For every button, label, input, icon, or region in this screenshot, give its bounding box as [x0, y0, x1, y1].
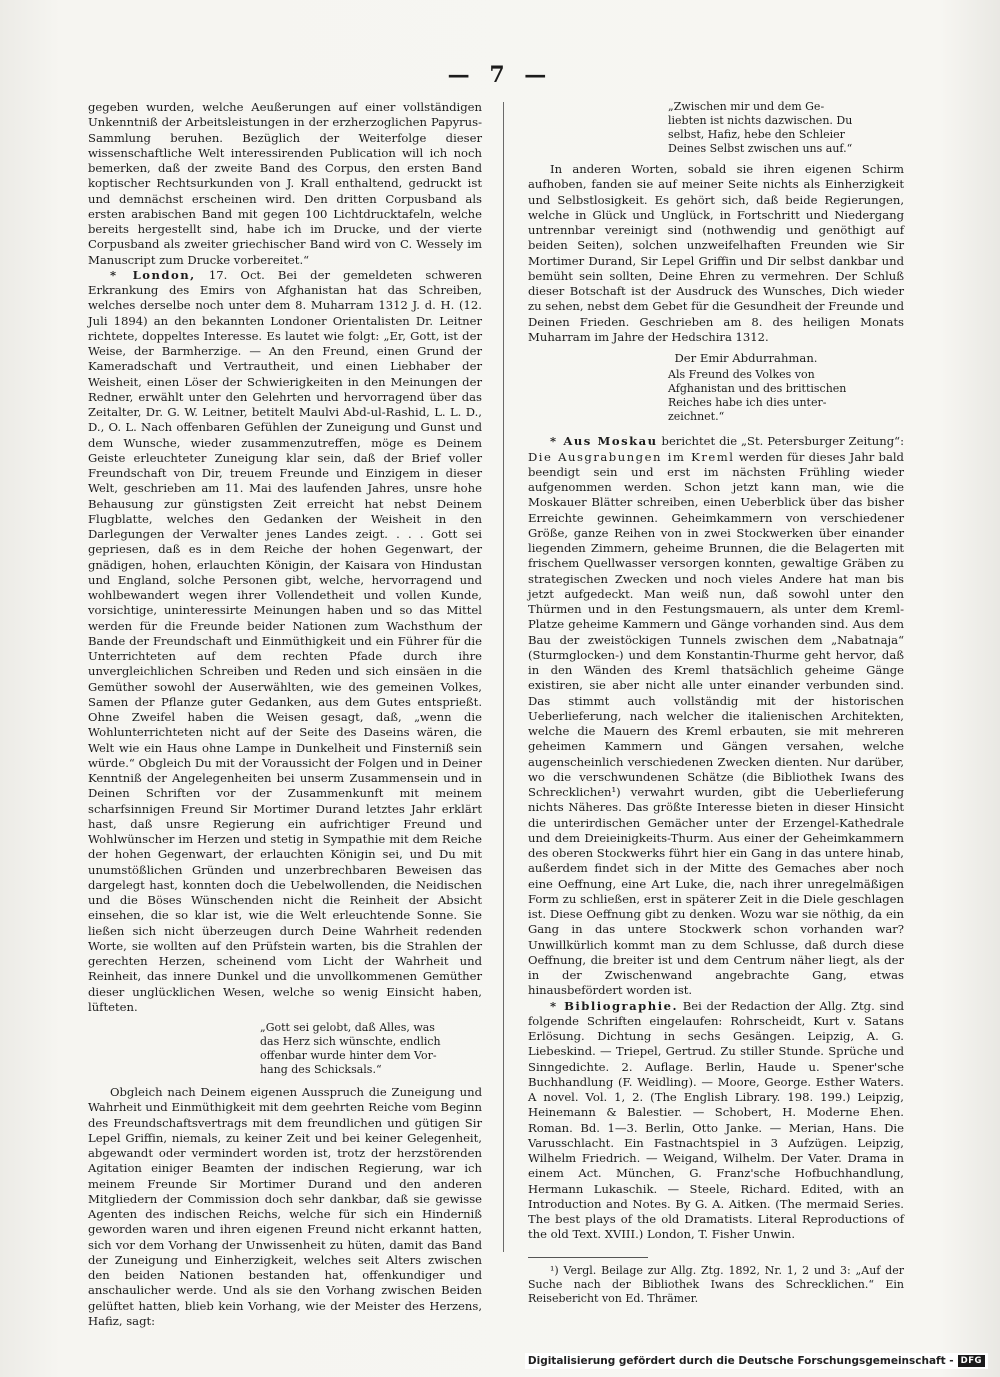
poem-line: selbst, Hafiz, hebe den Schleier: [668, 128, 845, 141]
london-article: [88, 268, 482, 1015]
footnote: ¹) Vergl. Beilage zur Allg. Ztg. 1892, Nr. 1, 2 und 3: „Auf der Suche nach der Bibliothek Iwans des Schrecklichen.“ Ein Reisebericht von Ed. Thrämer.: [528, 1263, 904, 1305]
moscow-heading: * Aus Moskau: [550, 434, 658, 449]
poem-line: hang des Schicksals.“: [260, 1063, 382, 1076]
signature-note: [528, 368, 904, 424]
signature-note-line: Afghanistan und des brittischen: [668, 382, 847, 396]
signature-note-line: zeichnet.“: [668, 410, 725, 424]
poem-line: „Zwischen mir und dem Ge-: [668, 100, 825, 113]
left-paragraph-1: gegeben wurden, welche Aeußerungen auf einer vollständigen Unkenntniß der Arbeitsleistungen in der erzherzoglichen Papyrus-Sammlung beruhen. Bezüglich der Weiterfolge dieser wissenschaftliche Welt interessirenden Publication will ich noch bemerken, daß der zweite Band des Corpus, den ersten Band koptischer Rechtsurkunden von J. Krall enthaltend, gedruckt ist und demnächst erscheinen wird. Den dritten Corpusband als ersten arabischen Band mit gegen 100 Lichtdrucktafeln, welche bereits hergestellt sind, habe ich im Drucke, und der vierte Corpusband als zweiter griechischer Band wird von C. Wessely im Manuscript zum Drucke vorbereitet.“: [88, 100, 482, 267]
poem-line: Deines Selbst zwischen uns auf.“: [668, 142, 853, 155]
bibliography-article: [528, 999, 904, 1243]
dfg-logo-icon: DFG: [958, 1355, 985, 1367]
moscow-subject: Die Ausgrabungen im Kreml: [528, 449, 735, 464]
signature-note-line: Reiches habe ich dies unter-: [668, 396, 827, 410]
london-text: 17. Oct. Bei der gemeldeten schweren Erkrankung des Emirs von Afghanistan hat das Schreiben, welches derselbe noch unter dem 8. Muharram 1312 J. d. H. (12. Juli 1894) an den bekannten Londoner Orientalisten Dr. Leitner richtete, doppeltes Interesse. Es lautet wie folgt: „Er, Gott, ist der Weise, der Barmherzige. — An den Freund, einen Grund der Kameradschaft und Vertrautheit, und einen Liebhaber der Weisheit, einen Löser der Schwierigkeiten in den Meinungen der Redner, erwählt unter den Gelehrten und hervorragend über das Zeitalter, Dr. G. W. Leitner, betitelt Maulvi Abd-ul-Rashid, L. L. D., D., O. L. Nach offenbaren Gefühlen der Zuneigung und Gunst und dem Wunsche, wieder zusammenzutreffen, möge es Deinem Geiste erleuchteter Zuneigung klar sein, daß der Brief voller Freundschaft von Dir, treuem Freunde und Einzigem in dieser Welt, geschrieben am 11. Mai des laufenden Jahres, unsre hohe Behausung zur günstigsten Zeit erreicht hat nebst Deinem Flugblatte, welches den Gedanken der Weisheit in den Darlegungen der Verwalter jenes Landes zeigt. . . . Gott sei gepriesen, daß es in dem Reiche der hohen Gegenwart, der gnädigen, hohen, erlauchten Königin, der Kaisara von Hindustan und England, solche Personen gibt, welche, hervorragend und wohlbewandert wegen ihrer Vollendetheit und vollen Kunde, vorsichtige, uninteressirte Meinungen haben und so das Mittel werden für die Freunde beider Nationen zum Wachsthum der Bande der Freundschaft und Einmüthigkeit und ein Führer für die Unterrichteten auf dem rechten Pfade durch ihre unvergleichlichen Schreiben und Reden und sich einsäen in die Gemüther sowohl der Auserwählten, wie des gemeinen Volkes, Samen der Pflanze guter Gedanken, aus dem Gutes entsprießt. Ohne Zweifel haben die Weisen gesagt, daß, „wenn die Wohlunterrichteten nicht auf der Seite des Daseins wären, die Welt wie ein Haus ohne Lampe in Dunkelheit und Finsterniß sein würde.“ Obgleich Du mit der Voraussicht der Folgen und in Deiner Kenntniß der Angelegenheiten bei unserm Zusammensein und in Deinen Schriften vor der Zusammenkunft mit meinem scharfsinnigen Freund Sir Mortimer Durand letztes Jahr erklärt hast, daß unsre Regierung ein aufrichtiger Freund und Wohlwünscher im Herzen und stetig in Sympathie mit dem Reiche der hohen Gegenwart, der erlauchten Königin sei, und Du mit unumstößlichen Gründen und unzerbrechbaren Beweisen das dargelegt hast, konnten doch die Uebelwollenden, die Neidischen und die Böses Wünschenden nicht die Reinheit der Absicht einsehen, die so klar ist, wie die Welt erleuchtende Sonne. Sie ließen sich nicht überzeugen durch Deine Wahrheit redenden Worte, sie wollten auf den Prüfstein warten, bis die Strahlen der gerechten Herzen, scheinend vom Licht der Wahrheit und Reinheit, das innere Dunkel und die unvollkommenen Gemüther dieser unglücklichen Wesen, welche so wenig Einsicht haben, lüfteten.: [88, 267, 482, 1014]
poem-line: „Gott sei gelobt, daß Alles, was: [260, 1021, 435, 1034]
signature: Der Emir Abdurrahman.: [674, 351, 818, 365]
poem-line: liebten ist nichts dazwischen. Du: [668, 114, 853, 127]
column-divider: [503, 102, 504, 1252]
right-paragraph-1: In anderen Worten, sobald sie ihren eigenen Schirm aufhoben, fanden sie auf meiner Seite nichts als Einherzigkeit und Selbstlosigkeit. Es gehört sich, daß beide Regierungen, welche in Glück und Unglück, in Fortschritt und Niedergang untrennbar vereinigt sind (nothwendig und genöthigt auf beiden Seiten), solchen unzweifelhaften Freunden wie Sir Mortimer Durand, Sir Lepel Griffin und Dir selbst dankbar und bemüht sein sollten, Deine Ehren zu vermehren. Der Schluß dieser Botschaft ist der Ausdruck des Wunsches, Dich wieder zu sehen, nebst dem Gebet für die Gesundheit der Freunde und Deinen Frieden. Geschrieben am 8. des heiligen Monats Muharram im Jahre der Hedschira 1312.: [528, 162, 904, 344]
moscow-article: [528, 434, 904, 998]
bibliography-list: Rohrscheidt, Kurt v. Satans Erlösung. Dichtung in sechs Gesängen. Leipzig, A. G. Liebeskind. — Triepel, Gertrud. Zu stiller Stunde. Sprüche und Sinngedichte. 2. Auflage. Berlin, Haude u. Spener'sche Buchhandlung (F. Weidling). — Moore, George. Esther Waters. A novel. Vol. 1, 2. (The English Library. 198. 199.) Leipzig, Heinemann & Balestier. — Schobert, H. Moderne Ehen. Roman. Bd. 1—3. Berlin, Otto Janke. — Merian, Hans. Die Varusschlacht. Ein Fastnachtspiel in 3 Aufzügen. Leipzig, Wilhelm Friedrich. — Weigand, Wilhelm. Der Vater. Drama in einem Act. München, G. Franz'sche Hofbuchhandlung, Hermann Lukaschik. — Steele, Richard. Edited, with an Introduction and Notes. By G. A. Aitken. (The mermaid Series. The best plays of the old Dramatists. Literal Reproductions of the old Text. XVIII.) London, T. Fisher Unwin.: [528, 1013, 904, 1242]
bibliography-heading: * Bibliographie.: [550, 998, 679, 1013]
bibliography-intro: Bei der Redaction der Allg. Ztg. sind folgende Schriften eingelaufen:: [528, 998, 905, 1028]
credit-text: Digitalisierung gefördert durch die Deutsche Forschungsgemeinschaft -: [527, 1355, 954, 1367]
signature-note-line: Als Freund des Volkes von: [668, 368, 815, 382]
poem-line: das Herz sich wünschte, endlich: [260, 1035, 441, 1048]
left-paragraph-3: Obgleich nach Deinem eigenen Ausspruch die Zuneigung und Wahrheit und Einmüthigkeit mit dem geehrten Reiche vom Beginn des Freundschaftsvertrags mit dem freundlichen und gütigen Sir Lepel Griffin, niemals, zu keiner Zeit und bei keiner Gelegenheit, abgewandt oder vermindert worden ist, trotz der herzstörenden Agitation einiger Beamten der indischen Regierung, war ich meinem Freunde Sir Mortimer Durand und den anderen Mitgliedern der Commission doch sehr dankbar, daß sie gewisse Agenten des indischen Reichs, welche für sich ein Hinderniß geworden waren und ihren eigenen Freund nicht erkannt hatten, sich vor dem Vorhang der Unwissenheit zu hüten, damit das Band der Zuneigung und Einherzigkeit, welches seit Alters zwischen den beiden Nationen bestanden hat, offenkundiger und anschaulicher werde. Und als sie den Vorhang zwischen Beiden gelüftet hatten, blieb kein Vorhang, wie der Meister des Herzens, Hafiz, sagt:: [88, 1085, 482, 1328]
page-number: — 7 —: [447, 62, 553, 88]
moscow-text: werden für dieses Jahr bald beendigt sein und erst im nächsten Frühling wieder aufgenommen werden. Schon jetzt kann man, wie die Moskauer Blätter schreiben, einen Ueberblick über das bisher Erreichte gewinnen. Geheimkammern von verschiedener Größe, ganze Reihen von in zwei Stockwerken über einander liegenden Zimmern, geheime Brunnen, die die Belagerten mit frischem Quellwasser versorgen konnten, gewaltige Gräben zu strategischen Zwecken und noch vieles Andere hat man bis jetzt aufgedeckt. Man weiß nun, daß sowohl unter den Thürmen und in den Festungsmauern, als unter dem Kreml-Platze geheime Kammern und Gänge vorhanden sind. Aus dem Bau der zweistöckigen Tunnels zwischen dem „Nabatnaja“ (Sturmglocken-) und dem Konstantin-Thurme geht hervor, daß in den Wänden des Kreml thatsächlich geheime Gänge existiren, sie aber nicht alle unter einander verbunden sind. Das stimmt auch vollständig mit der historischen Ueberlieferung, nach welcher die italienischen Architekten, welche die Mauern des Kreml erbauten, sie mit mehreren geheimen Kammern und Gängen versahen, welche augenscheinlich verschiedenen Zwecken dienten. Nur darüber, wo die verschwundenen Schätze (die Bibliothek Iwans des Schrecklichen¹) verwahrt wurden, gibt die Ueberlieferung nichts Näheres. Das größte Interesse bieten in dieser Hinsicht die unterirdischen Gemächer unter der Erzengel-Kathedrale und dem Dreieinigkeits-Thurm. Aus einer der Geheimkammern des oberen Stockwerks führt hier ein Gang in das untere hinab, außerdem findet sich in der Mitte des Gemaches aber noch eine Oeffnung, eine Art Luke, die, nach ihrer unregelmäßigen Form zu schließen, erst in späterer Zeit in die Diele geschlagen ist. Diese Oeffnung gibt zu denken. Wozu war sie nöthig, da ein Gang in das untere Stockwerk schon vorhanden war? Unwillkürlich kommt man zu dem Schlusse, daß durch diese Oeffnung, die breiter ist und dem Centrum näher liegt, als der in der Zwischenwand angebrachte Gang, etwas hinausbefördert worden ist.: [528, 449, 904, 998]
left-poem: [88, 1021, 482, 1077]
right-poem: [528, 100, 904, 156]
digitization-credit: [525, 1353, 988, 1369]
footnote-divider: [528, 1257, 648, 1258]
london-heading: * London,: [110, 267, 196, 282]
poem-line: offenbar wurde hinter dem Vor-: [260, 1049, 437, 1062]
left-column: [88, 100, 482, 1329]
moscow-intro: berichtet die „St. Petersburger Zeitung“:: [657, 434, 904, 449]
right-column: [528, 100, 904, 1306]
